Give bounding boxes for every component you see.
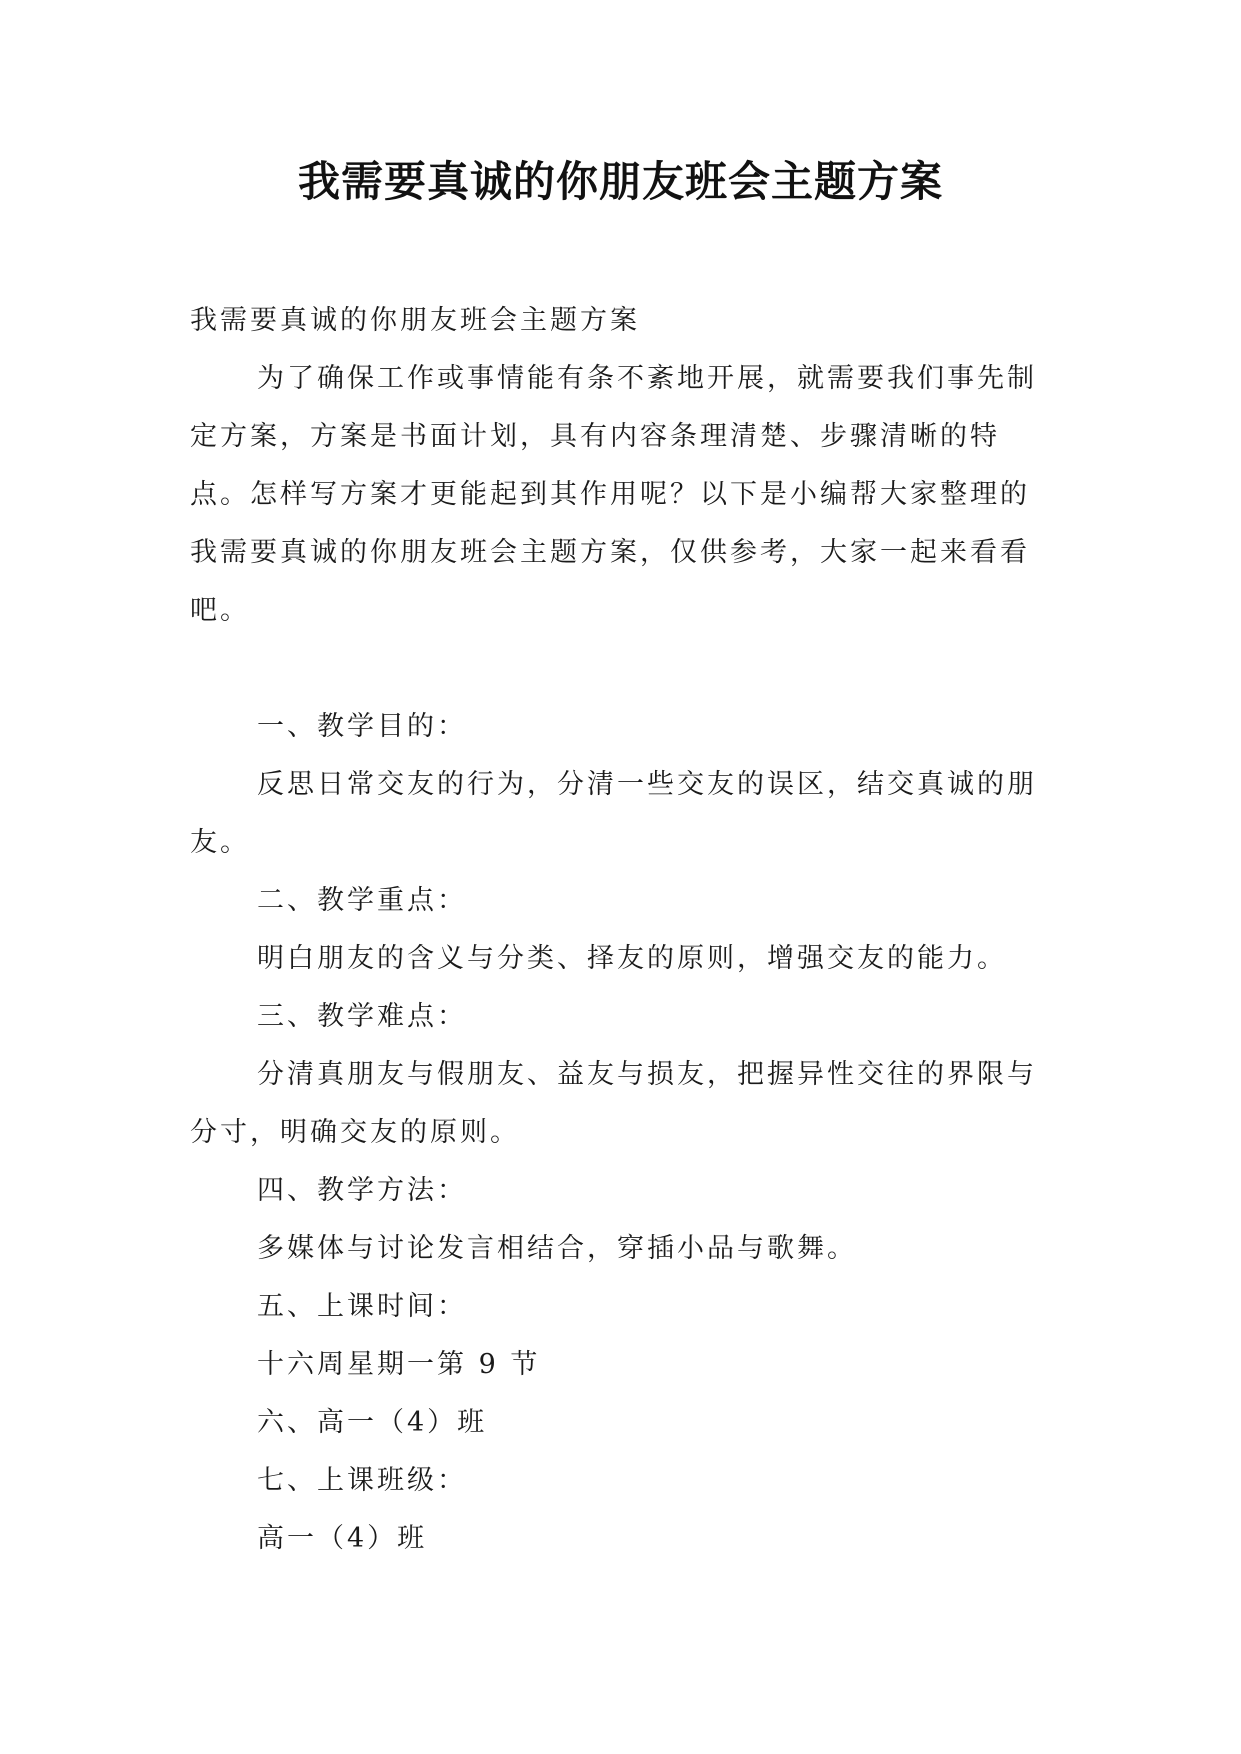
section-text-difficulties: 分清真朋友与假朋友、益友与损友，把握异性交往的界限与分寸，明确交友的原则。 (190, 1059, 1037, 1148)
section-text-time: 十六周星期一第 9 节 (257, 1349, 541, 1380)
section-heading-objective: 一、教学目的： (257, 711, 467, 742)
section-text-class: 高一（4）班 (257, 1523, 428, 1554)
intro-paragraph: 为了确保工作或事情能有条不紊地开展，就需要我们事先制定方案，方案是书面计划，具有内容条理清楚、步骤清晰的特点。怎样写方案才更能起到其作用呢？以下是小编帮大家整理的我需要真诚的你朋友班会主题方案，仅供参考，大家一起来看看吧。 (190, 363, 1037, 626)
section-heading-class: 七、上课班级： (257, 1465, 467, 1496)
document-body (190, 292, 1055, 1568)
section-heading-key-points: 二、教学重点： (257, 885, 467, 916)
section-heading-methods: 四、教学方法： (257, 1175, 467, 1206)
section-text-key-points: 明白朋友的含义与分类、择友的原则，增强交友的能力。 (257, 943, 1007, 974)
section-heading-time: 五、上课时间： (257, 1291, 467, 1322)
paragraph-spacer (190, 640, 1055, 698)
section-text-objective: 反思日常交友的行为，分清一些交友的误区，结交真诚的朋友。 (190, 769, 1037, 858)
document-title: 我需要真诚的你朋友班会主题方案 (297, 157, 943, 206)
section-text-methods: 多媒体与讨论发言相结合，穿插小品与歌舞。 (257, 1233, 857, 1264)
document-subtitle: 我需要真诚的你朋友班会主题方案 (190, 305, 640, 336)
section-heading-class-six: 六、高一（4）班 (257, 1407, 488, 1438)
section-heading-difficulties: 三、教学难点： (257, 1001, 467, 1032)
